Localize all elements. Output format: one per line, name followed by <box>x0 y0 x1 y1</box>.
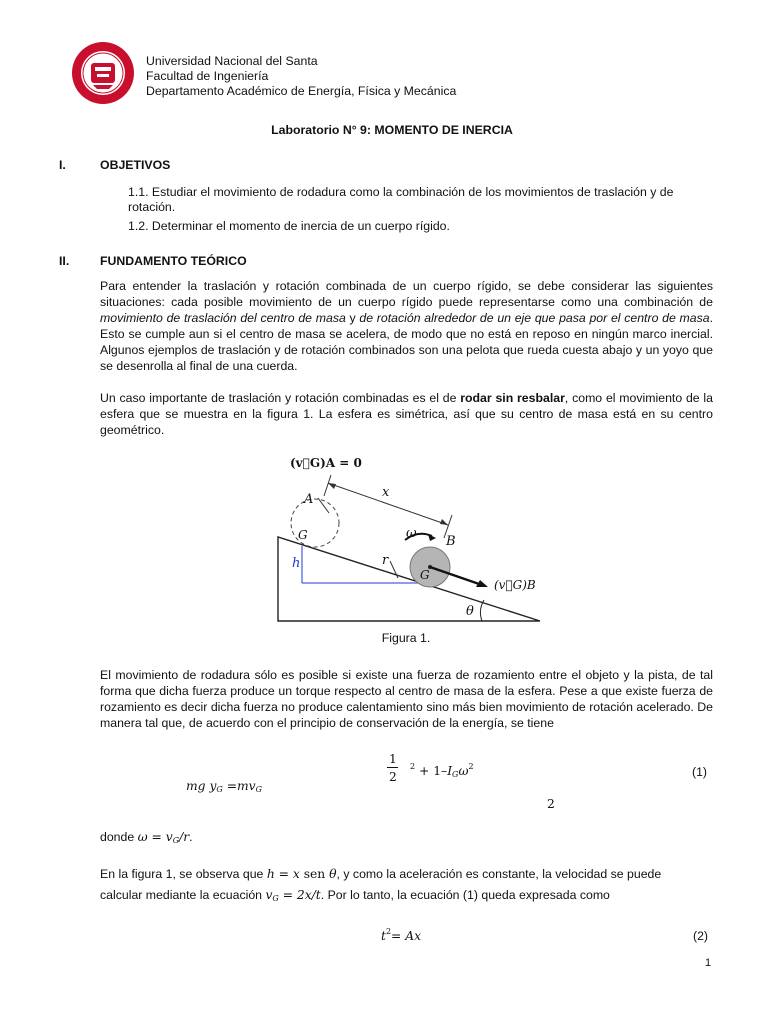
donde-line: donde $\omega = v_G/r$. <box>100 830 193 845</box>
velocity-relation: $v_G = 2x/t$ <box>265 888 321 903</box>
height-relation: h = x sen θ <box>266 867 337 881</box>
paragraph-2 <box>100 390 713 438</box>
section1-heading: OBJETIVOS <box>100 158 171 172</box>
paragraph-4-text-d: . Por lo tanto, la ecuación (1) queda expresada como <box>320 888 610 902</box>
paragraph-1 <box>100 278 713 374</box>
eq1-denominator-2: 2 <box>547 797 555 811</box>
label-g1: G <box>298 528 308 542</box>
paragraph-3: El movimiento de rodadura sólo es posible si existe una fuerza de rozamiento entre el objeto y la pista, de tal forma que dicha fuerza produce un torque respecto al centro de masa de la esfera. Pese a que existe fuerza de rozamiento es decir dicha fuerza no produce calentamiento sino más bien movimiento de rotación acelerado. De manera tal que, de acuerdo con el principio de conservación de la energía, se tiene <box>100 668 713 730</box>
paragraph-4-text-c: calcular mediante la ecuación <box>100 888 263 902</box>
section2-heading: FUNDAMENTO TEÓRICO <box>100 254 247 268</box>
paragraph-4-line2 <box>100 888 610 906</box>
faculty-name: Facultad de Ingeniería <box>146 69 269 83</box>
paragraph-2-text-a: Un caso importante de traslación y rotación combinadas es el de <box>100 391 461 405</box>
paragraph-1-text-a: Para entender la traslación y rotación combinada de un cuerpo rígido, se debe considerar las siguientes situaciones: cada posible movimiento de un cuerpo rígido puede representarse como una combinación de <box>100 279 713 309</box>
label-b: B <box>446 534 456 549</box>
paragraph-1-text-b: y <box>345 311 360 325</box>
paragraph-1-text-c: . Esto se cumple aun si el centro de masa se acelera, de modo que no está en reposo en ningún marco inercial. Algunos ejemplos de traslación y de rotación combinados son una pelota que rueda cuesta abajo y un yoyo que se desenrolla al final de una cuerda. <box>100 311 714 373</box>
eq1-fraction-bar <box>387 767 398 768</box>
eq1-label: (1) <box>692 765 708 779</box>
figure-caption: Figura 1. <box>381 631 431 645</box>
radius-marker <box>390 561 398 578</box>
section1-number: I. <box>59 158 66 172</box>
eq2: $t^2= Ax$ <box>381 927 422 943</box>
university-logo <box>71 41 135 105</box>
eq1-left: mg $y_G =mv_G$ <box>186 779 262 794</box>
paragraph-2-bold: rodar sin resbalar <box>460 391 565 405</box>
label-g2: G <box>420 568 430 582</box>
paragraph-4-line1 <box>100 867 713 882</box>
x-arrow-right <box>440 519 448 525</box>
objective-1-line1: 1.1. Estudiar el movimiento de rodadura como la combinación de los movimientos de traslación y de <box>128 185 674 199</box>
objective-1 <box>128 184 713 200</box>
figure-1 <box>270 450 560 630</box>
paragraph-4-text-a: En la figura 1, se observa que <box>100 867 264 881</box>
label-va: (v⃗G)A = 0 <box>290 456 362 470</box>
label-a: A <box>304 492 314 507</box>
eq1-fraction-num: 1 <box>389 752 397 766</box>
eq2-label: (2) <box>693 929 709 943</box>
label-vb: (v⃗G)B <box>494 578 536 592</box>
dim-tick-left <box>324 475 331 496</box>
objective-2: 1.2. Determinar el momento de inercia de un cuerpo rígido. <box>128 219 450 233</box>
department-name: Departamento Académico de Energía, Física y Mecánica <box>146 84 457 98</box>
paragraph-1-italic-2: de rotación alrededor de un eje que pasa por el centro de masa <box>359 311 710 325</box>
label-omega: ω <box>406 526 417 541</box>
label-r: r <box>382 553 389 568</box>
page-title: Laboratorio N° 9: MOMENTO DE INERCIA <box>271 123 513 137</box>
eq1-fraction-den: 2 <box>389 770 397 784</box>
label-h: h <box>292 556 301 571</box>
page-number: 1 <box>705 957 712 969</box>
paragraph-4-text-b: , y como la aceleración es constante, la velocidad se puede <box>336 867 662 881</box>
label-x: x <box>382 485 390 500</box>
section2-number: II. <box>59 254 70 268</box>
donde-text: donde <box>100 830 135 844</box>
paragraph-2-text-b: , como el movimiento de la esfera que se muestra en la figura 1. La esfera es simétrica, así que su centro de masa está en su centro geométrico. <box>100 391 714 437</box>
university-name: Universidad Nacional del Santa <box>146 54 318 68</box>
omega-relation: $\omega = v_G/r$ <box>137 830 190 845</box>
x-arrow-left <box>328 483 336 489</box>
objective-1-line2: rotación. <box>128 200 176 214</box>
eq1-right: $^2 + 1-I_G\omega^2$ <box>410 762 474 779</box>
label-theta: θ <box>466 604 474 619</box>
paragraph-1-italic-1: movimiento de traslación del centro de masa <box>100 311 346 325</box>
